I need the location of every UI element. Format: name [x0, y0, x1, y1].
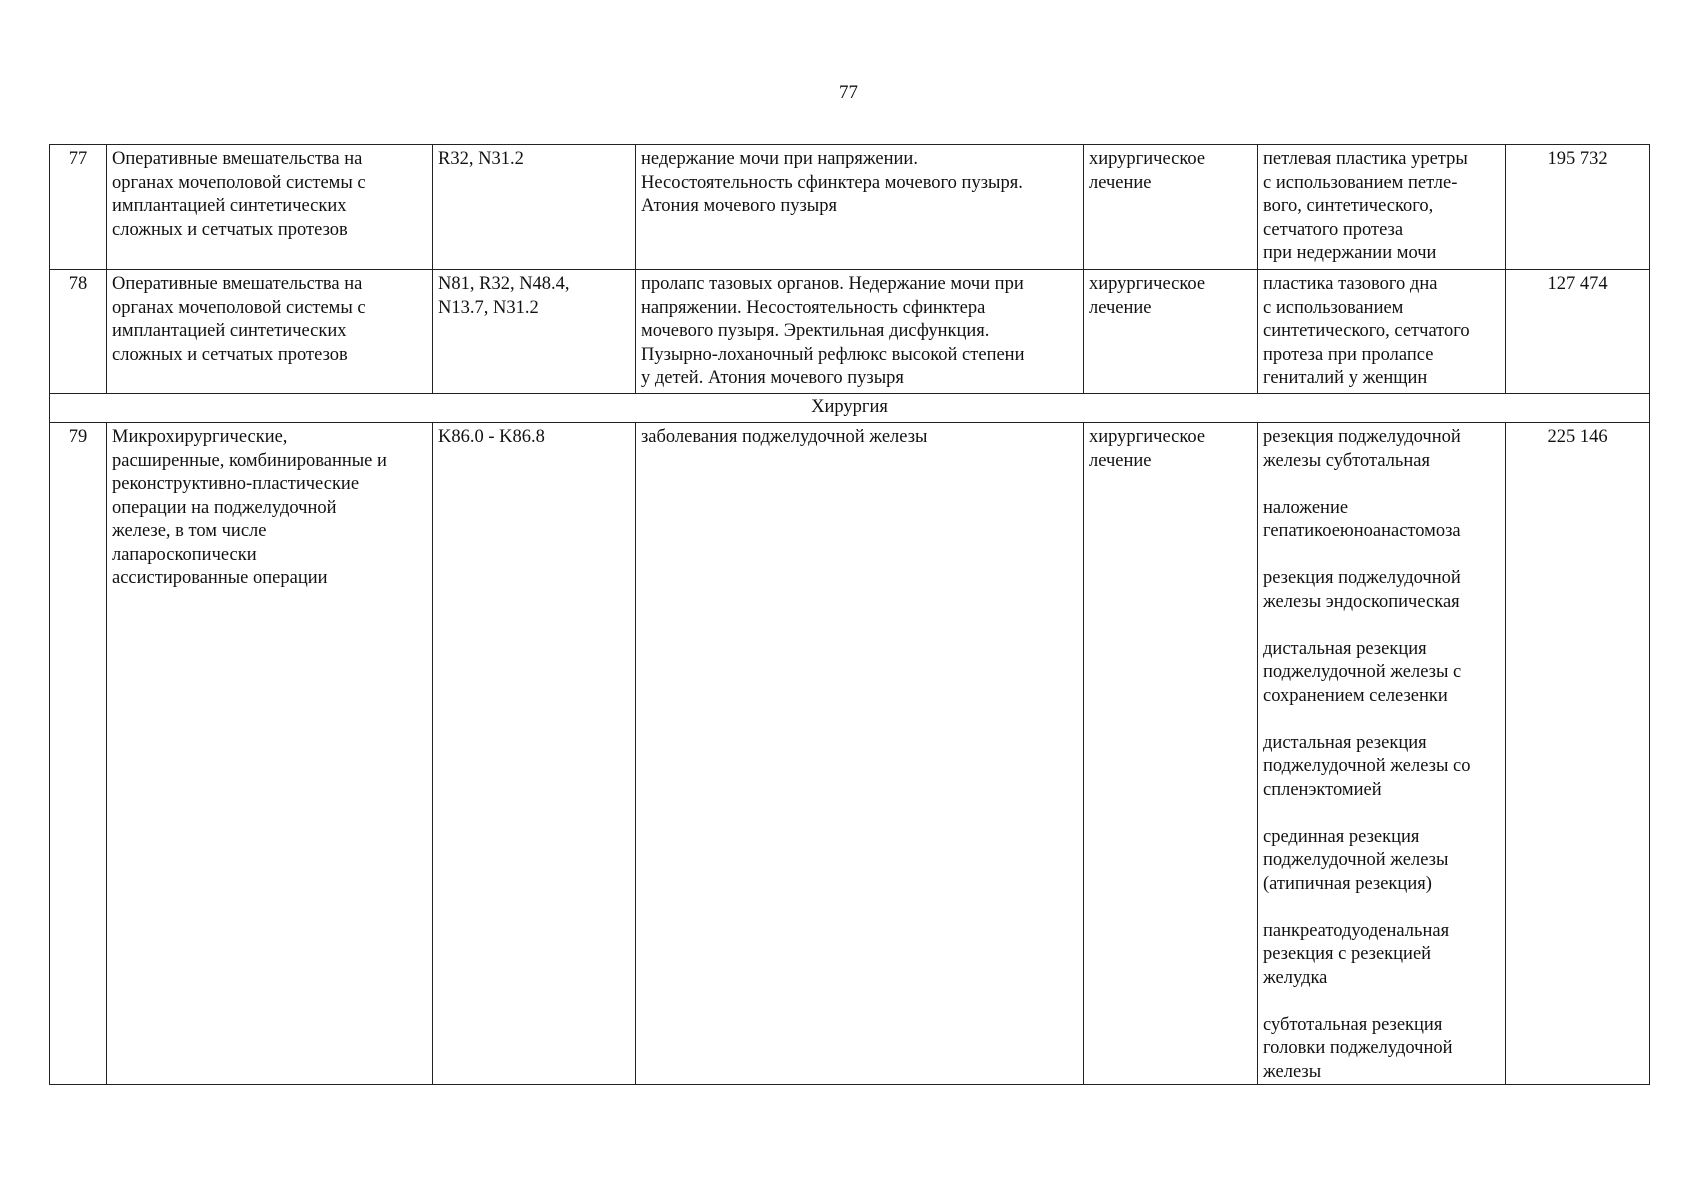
row-number: 78 [50, 270, 107, 394]
method-item [1263, 638, 1500, 709]
text-line: синтетического, сетчатого [1263, 321, 1470, 341]
method-item [1263, 826, 1500, 897]
text-line: с использованием [1263, 297, 1404, 318]
text-line: вого, синтетического, [1263, 196, 1434, 216]
method-item [1263, 1014, 1500, 1085]
treatment-type [1084, 270, 1258, 394]
text-line: Атония мочевого пузыря [641, 196, 837, 216]
care-type-name [107, 145, 433, 270]
text-line: резекция поджелудочной [1263, 427, 1461, 447]
text-line: органах мочеполовой системы с [112, 172, 366, 193]
text-line: Несостоятельность сфинктера мочевого пузыря. [641, 172, 1023, 193]
text-line: R32, N31.2 [438, 149, 524, 169]
table-row [50, 270, 1650, 394]
text-line: дистальная резекция [1263, 732, 1427, 753]
patient-model [636, 423, 1084, 1085]
care-type-name [107, 423, 433, 1085]
text-line: с использованием петле- [1263, 172, 1458, 193]
price: 195 732 [1506, 145, 1650, 270]
text-line: расширенные, комбинированные и [112, 450, 387, 471]
price: 225 146 [1506, 423, 1650, 1085]
text-line: поджелудочной железы с [1263, 662, 1462, 682]
text-line: поджелудочной железы [1263, 850, 1449, 870]
text-line: лапароскопически [112, 544, 257, 565]
text-line: срединная резекция [1263, 826, 1420, 847]
price: 127 474 [1506, 270, 1650, 394]
treatment-type [1084, 145, 1258, 270]
text-line: гениталий у женщин [1263, 368, 1428, 388]
text-line: лечение [1089, 450, 1152, 471]
text-line: хирургическое [1089, 427, 1206, 447]
text-line: петлевая пластика уретры [1263, 149, 1468, 169]
text-line: у детей. Атония мочевого пузыря [641, 368, 904, 388]
text-line: реконструктивно-пластические [112, 474, 360, 494]
text-line: спленэктомией [1263, 779, 1382, 800]
text-line: сохранением селезенки [1263, 685, 1448, 706]
text-line: при недержании мочи [1263, 243, 1437, 263]
text-line: K86.0 - K86.8 [438, 427, 545, 447]
text-line: поджелудочной железы со [1263, 756, 1471, 776]
text-line: протеза при пролапсе [1263, 344, 1434, 365]
text-line: головки поджелудочной [1263, 1038, 1453, 1058]
method-item [1263, 920, 1500, 991]
text-line: резекция поджелудочной [1263, 568, 1461, 588]
text-line: органах мочеполовой системы с [112, 297, 366, 318]
treatment-type [1084, 423, 1258, 1085]
text-line: субтотальная резекция [1263, 1014, 1443, 1035]
text-line: (атипичная резекция) [1263, 873, 1432, 894]
text-line: железы [1263, 1061, 1322, 1082]
icd-codes [433, 270, 636, 394]
text-line: Микрохирургические, [112, 427, 288, 447]
section-title: Хирургия [50, 394, 1650, 423]
text-line: дистальная резекция [1263, 638, 1427, 659]
text-line: Пузырно-лоханочный рефлюкс высокой степени [641, 344, 1025, 365]
treatment-methods [1258, 423, 1506, 1085]
row-number: 77 [50, 145, 107, 270]
treatment-methods [1258, 145, 1506, 270]
text-line: железе, в том числе [112, 521, 267, 541]
text-line: сложных и сетчатых протезов [112, 344, 348, 365]
method-item [1263, 426, 1500, 473]
method-item [1263, 497, 1500, 544]
text-line: N13.7, N31.2 [438, 297, 539, 318]
treatment-methods [1258, 270, 1506, 394]
text-line: имплантацией синтетических [112, 196, 347, 216]
text-line: напряжении. Несостоятельность сфинктера [641, 297, 986, 318]
text-line: лечение [1089, 297, 1152, 318]
text-line: мочевого пузыря. Эректильная дисфункция. [641, 321, 990, 341]
text-line: железы эндоскопическая [1263, 591, 1460, 612]
services-table [49, 144, 1650, 1085]
text-line: лечение [1089, 172, 1152, 193]
table-row [50, 145, 1650, 270]
text-line: панкреатодуоденальная [1263, 920, 1450, 941]
patient-model [636, 270, 1084, 394]
method-item [1263, 148, 1500, 266]
method-item [1263, 273, 1500, 391]
text-line: пролапс тазовых органов. Недержание мочи при [641, 274, 1024, 294]
text-line: хирургическое [1089, 149, 1206, 169]
text-line: N81, R32, N48.4, [438, 274, 570, 294]
text-line: желудка [1263, 967, 1328, 988]
method-item [1263, 567, 1500, 614]
section-header-row [50, 394, 1650, 423]
text-line: ассистированные операции [112, 568, 328, 588]
text-line: Оперативные вмешательства на [112, 274, 363, 294]
icd-codes [433, 145, 636, 270]
text-line: хирургическое [1089, 274, 1206, 294]
page-number: 77 [839, 82, 858, 103]
care-type-name [107, 270, 433, 394]
text-line: заболевания поджелудочной железы [641, 427, 928, 447]
text-line: имплантацией синтетических [112, 321, 347, 341]
table-row [50, 423, 1650, 1085]
text-line: сложных и сетчатых протезов [112, 219, 348, 240]
method-item [1263, 732, 1500, 803]
patient-model [636, 145, 1084, 270]
row-number: 79 [50, 423, 107, 1085]
text-line: операции на поджелудочной [112, 497, 337, 518]
text-line: сетчатого протеза [1263, 219, 1404, 240]
icd-codes [433, 423, 636, 1085]
text-line: гепатикоеюноанастомоза [1263, 521, 1461, 541]
text-line: резекция с резекцией [1263, 944, 1432, 964]
text-line: пластика тазового дна [1263, 274, 1438, 294]
text-line: железы субтотальная [1263, 450, 1430, 471]
text-line: наложение [1263, 497, 1349, 518]
text-line: Оперативные вмешательства на [112, 149, 363, 169]
text-line: недержание мочи при напряжении. [641, 149, 918, 169]
